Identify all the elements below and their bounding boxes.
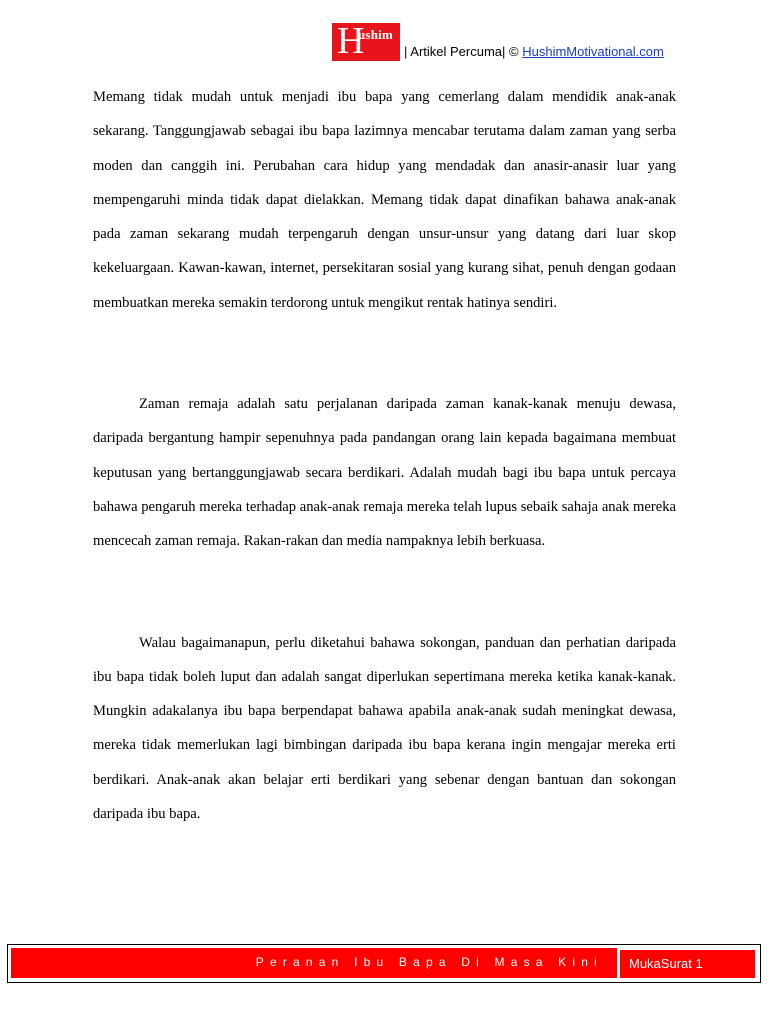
article-body [93, 80, 676, 831]
website-link[interactable]: HushimMotivational.com [522, 43, 664, 59]
hushim-logo [332, 23, 400, 61]
paragraph-3: Walau bagaimanapun, perlu diketahui bahawa sokongan, panduan dan perhatian daripada ibu bapa tidak boleh luput dan adalah sangat diperlukan sepertimana mereka ketika kanak-kanak. Mungkin adakalanya ibu bapa berpendapat bahawa apabila anak-anak sudah meningkat dewasa, mereka tidak memerlukan lagi bimbingan daripada ibu bapa kerana ingin mengajar mereka erti berdikari. Anak-anak akan belajar erti berdikari yang sebenar dengan bantuan dan sokongan daripada ibu bapa. [93, 634, 676, 823]
logo-text: ushim [358, 27, 393, 42]
paragraph-1: Memang tidak mudah untuk menjadi ibu bapa yang cemerlang dalam mendidik anak-anak sekarang. Tanggungjawab sebagai ibu bapa lazimnya mencabar terutama dalam zaman yang serba moden dan canggih ini. Perubahan cara hidup yang mendadak dan anasir-anasir luar yang mempengaruhi minda tidak dapat dielakkan. Memang tidak dapat dinafikan bahawa anak-anak pada zaman sekarang mudah terpengaruh dengan unsur-unsur yang datang dari luar skop kekeluargaan. Kawan-kawan, internet, persekitaran sosial yang kurang sihat, penuh dengan godaan membuatkan mereka semakin terdorong untuk mengikut rentak hatinya sendiri. [93, 89, 676, 311]
paragraph-2: Zaman remaja adalah satu perjalanan daripada zaman kanak-kanak menuju dewasa, daripada bergantung hampir sepenuhnya pada pandangan orang lain kepada bagaimana membuat keputusan yang bertanggungjawab secara berdikari. Adalah mudah bagi ibu bapa untuk percaya bahawa pengaruh mereka terhadap anak-anak remaja mereka telah lupus sebaik sahaja anak mereka mencecah zaman remaja. Rakan-rakan dan media nampaknya lebih berkuasa. [93, 396, 676, 550]
page-number-label: MukaSurat 1 [629, 956, 703, 971]
page-header [332, 22, 664, 62]
header-caption [404, 44, 664, 59]
footer-title: Peranan Ibu Bapa Di Masa Kini [255, 955, 603, 969]
header-prefix: | Artikel Percuma| © [404, 43, 519, 59]
footer-title-bar [11, 948, 617, 978]
footer-page-number [619, 950, 755, 978]
logo-initial: H [337, 23, 365, 61]
